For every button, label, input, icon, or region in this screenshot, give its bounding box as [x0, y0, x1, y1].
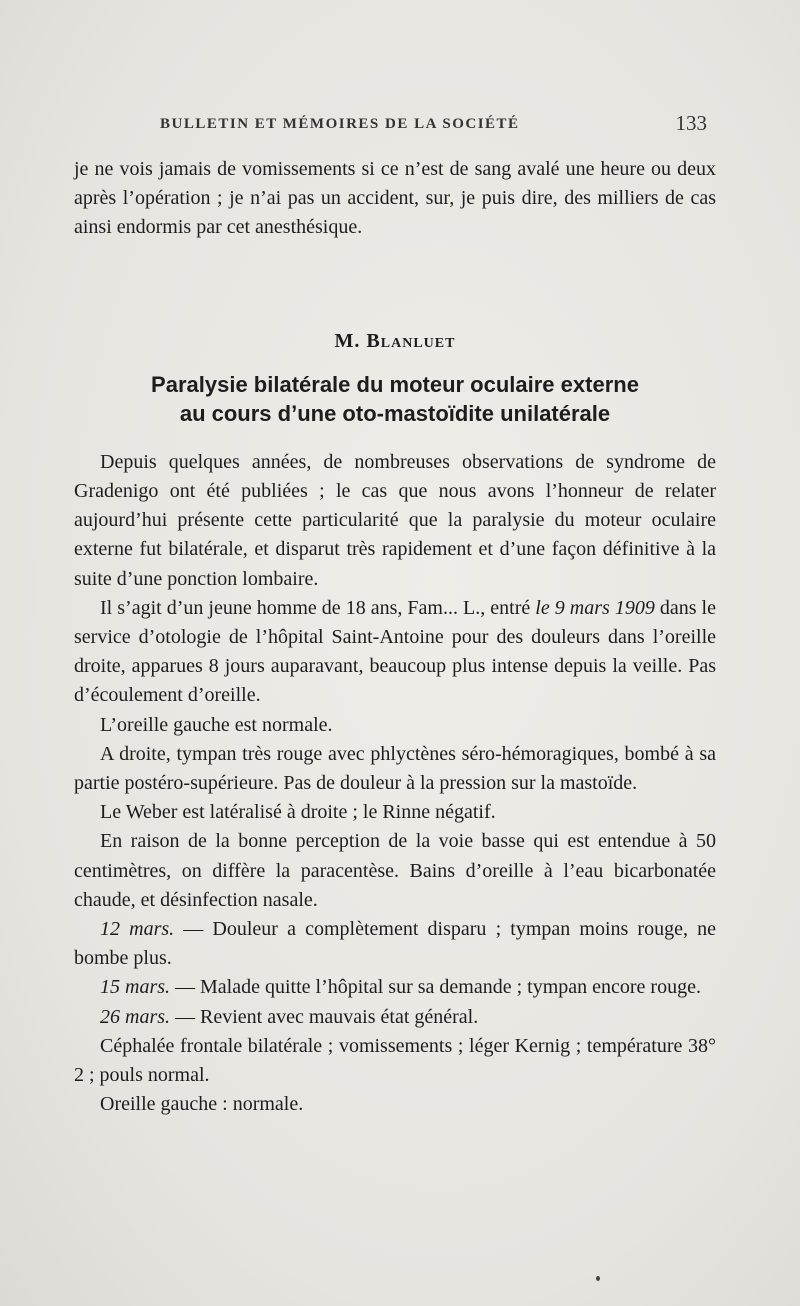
paragraph-9-date: 26 mars.: [100, 1005, 171, 1028]
paragraph-2: [74, 594, 716, 711]
paragraph-11: Oreille gauche : normale.: [100, 1093, 304, 1116]
paragraph-5: Le Weber est latéralisé à droite ; le Rinne négatif.: [100, 801, 496, 824]
paragraph-10: Céphalée frontale bilatérale ; vomissements ; léger Kernig ; température 38° 2 ; pouls normal.: [74, 1034, 716, 1087]
paragraph-9-text: — Revient avec mauvais état général.: [170, 1005, 479, 1028]
article-title: [66, 370, 724, 428]
paragraph-2-after: dans le service d’otologie de l’hôpital Saint-Antoine pour des douleurs dans l’oreille droite, apparues 8 jours auparavant, beaucoup plus intense depuis la veille. Pas d’écoulement d’oreille.: [74, 596, 716, 707]
author-name: M. Blanluet: [334, 329, 456, 352]
article-title-line-2: au cours d’une oto-mastoïdite unilatérale: [179, 400, 611, 426]
paragraph-7-date: 12 mars.: [100, 918, 175, 941]
paragraph-2-before: Il s’agit d’un jeune homme de 18 ans, Fam... L., entré: [100, 596, 536, 619]
paragraph-3: L’oreille gauche est normale.: [100, 713, 333, 736]
article-title-line-1: Paralysie bilatérale du moteur oculaire externe: [151, 371, 639, 397]
paragraph-6: En raison de la bonne perception de la voie basse qui est entendue à 50 centimètres, on diffère la paracentèse. Bains d’oreille à l’eau bicarbonatée chaude, et désinfection nasale.: [74, 830, 716, 911]
paragraph-8-date: 15 mars.: [100, 976, 171, 999]
intro-paragraph: je ne vois jamais de vomissements si ce n’est de sang avalé une heure ou deux après l’opération ; je n’ai pas un accident, sur, je puis dire, des milliers de cas ainsi endormis par cet anesthésique.: [74, 158, 716, 239]
paragraph-2-date: le 9 mars 1909: [535, 596, 655, 619]
page-body: [74, 155, 716, 1119]
paragraph-9: [74, 1003, 716, 1032]
paragraph-1: Depuis quelques années, de nombreuses observations de syndrome de Gradenigo ont été publiées ; le cas que nous avons l’honneur de relater aujourd’hui présente cette particularité que la paralysie du moteur oculaire externe fut bilatérale, et disparut très rapidement et d’une façon définitive à la suite d’une ponction lombaire.: [74, 450, 716, 590]
running-title: BULLETIN ET MÉMOIRES DE LA SOCIÉTÉ: [160, 116, 520, 132]
paragraph-8: [74, 973, 716, 1002]
page-number: 133: [675, 111, 707, 135]
paragraph-7-text: — Douleur a complètement disparu ; tympan moins rouge, ne bombe plus.: [74, 918, 716, 970]
paragraph-7: [74, 915, 716, 973]
ink-speck: [596, 1276, 600, 1281]
paragraph-4: A droite, tympan très rouge avec phlyctènes séro-hémoragiques, bombé à sa partie postéro-supérieure. Pas de douleur à la pression sur la mastoïde.: [74, 742, 716, 795]
paragraph-8-text: — Malade quitte l’hôpital sur sa demande ; tympan encore rouge.: [170, 976, 701, 999]
running-header: [160, 111, 715, 135]
